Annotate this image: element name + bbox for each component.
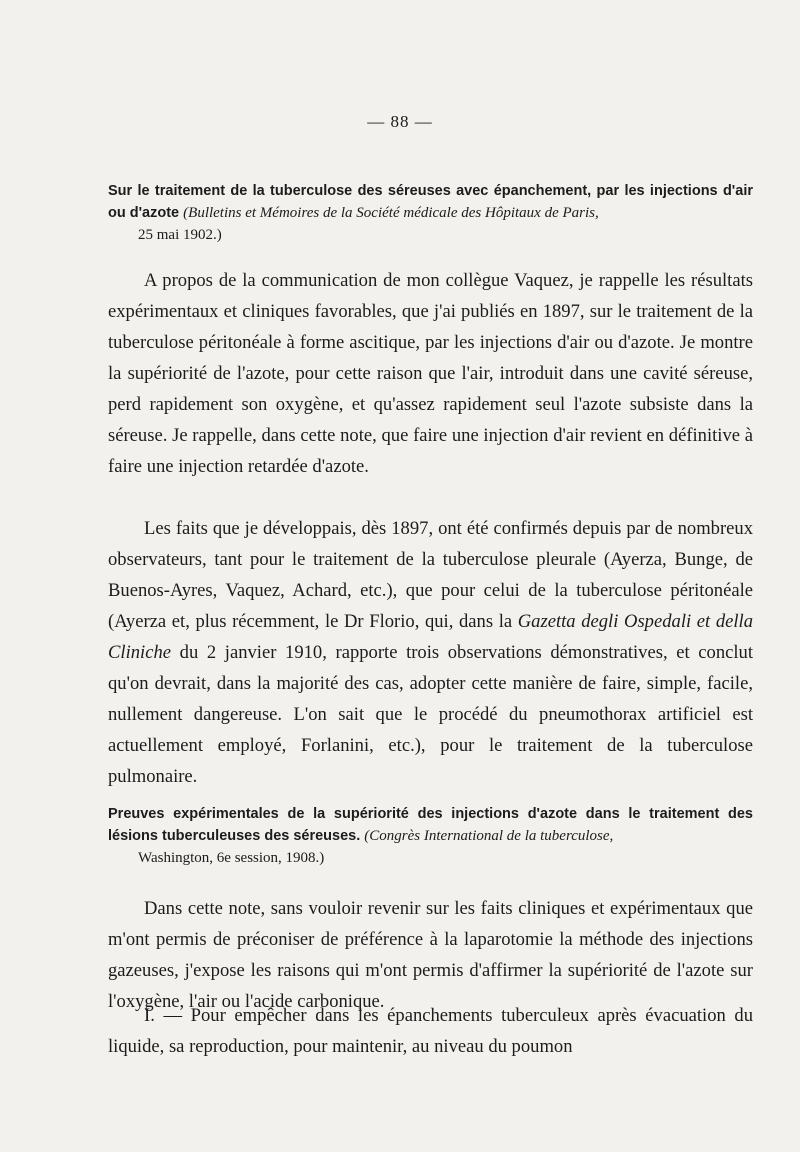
reference-source-2: (Congrès International de la tuberculose,	[364, 828, 614, 844]
page-number: — 88 —	[367, 112, 433, 131]
paragraph-2-part-2: du 2 janvier 1910, rapporte trois observations démonstratives, et conclut qu'on devrait, dans la majorité des cas, adopter cette manière de faire, simple, facile, nullement dangereuse. L'on sait que le procédé du pneumothorax artificiel est actuellement employé, Forlanini, etc.), pour le traitement de la tuberculose pulmonaire.	[108, 642, 753, 787]
paragraph-2-part-1: Les faits que je développais, dès 1897, ont été confirmés depuis par de nombreux observateurs, tant pour le traitement de la tuberculose pleurale (Ayerza, Bunge, de Buenos-Ayres, Vaquez, Achard, etc.), que pour celui de la tuberculose péritonéale (Ayerza et, plus récemment, le Dr Florio, qui, dans la	[108, 518, 753, 632]
reference-date-1: 25 mai 1902.)	[138, 227, 222, 243]
paragraph-2	[108, 513, 753, 792]
reference-source-1: (Bulletins et Mémoires de la Société médicale des Hôpitaux de Paris,	[183, 205, 599, 221]
reference-title-2: Preuves expérimentales de la supériorité des injections d'azote dans le traitement des lésions tuberculeuses des séreuses.	[108, 806, 753, 844]
reference-title-1: Sur le traitement de la tuberculose des séreuses avec épanchement, par les injections d'air ou d'azote	[108, 183, 753, 221]
reference-heading-2	[108, 803, 753, 869]
paragraph-3: Dans cette note, sans vouloir revenir sur les faits cliniques et expérimentaux que m'ont permis de préconiser de préférence à la laparotomie la méthode des injections gazeuses, j'expose les raisons qui m'ont permis d'affirmer la supériorité de l'azote sur l'oxygène, l'air ou l'acide carbonique.	[108, 898, 753, 1012]
paragraph-1: A propos de la communication de mon collègue Vaquez, je rappelle les résultats expérimentaux et cliniques favorables, que j'ai publiés en 1897, sur le traitement de la tuberculose péritonéale à forme ascitique, par les injections d'air ou d'azote. Je montre la supériorité de l'azote, pour cette raison que l'air, introduit dans une cavité séreuse, perd rapidement son oxygène, et qu'assez rapidement seul l'azote subsiste dans la séreuse. Je rappelle, dans cette note, que faire une injection d'air revient en définitive à faire une injection retardée d'azote.	[108, 270, 753, 477]
reference-place-2: Washington, 6e session, 1908.)	[138, 850, 325, 866]
journal-name: Gazetta degli Ospedali et della Cliniche	[108, 611, 753, 663]
reference-heading-1	[108, 180, 753, 246]
paragraph-4: I. — Pour empêcher dans les épanchements tuberculeux après évacuation du liquide, sa reproduction, pour maintenir, au niveau du poumon	[108, 1005, 753, 1057]
